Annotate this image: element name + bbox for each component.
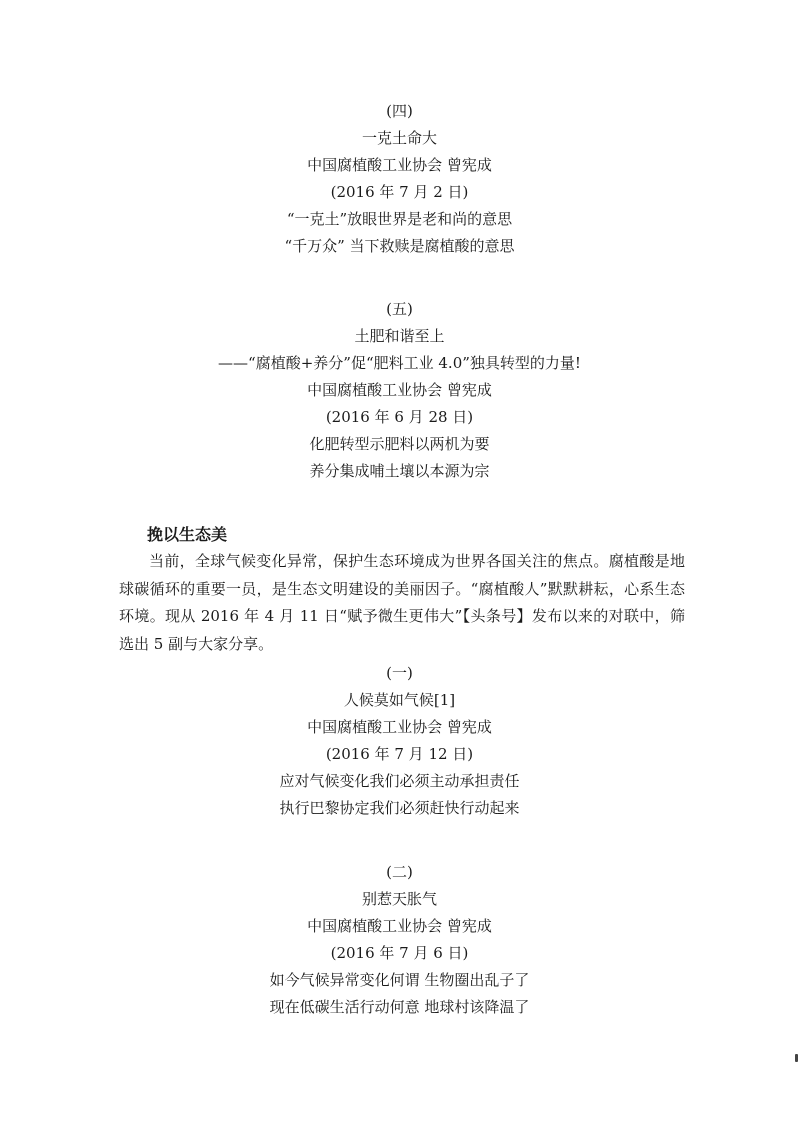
couplet-title: 一克土命大 [361,129,437,147]
couplet-line-upper: 应对气候变化我们必须主动承担责任 [279,772,520,790]
page-edge-mark [795,1054,798,1062]
couplet-block-2 [0,859,799,1021]
couplet-author: 中国腐植酸工业协会 曾宪成 [307,718,492,736]
couplet-line-upper: “一克土”放眼世界是老和尚的意思 [286,210,513,228]
couplet-line-lower: 现在低碳生活行动何意 地球村该降温了 [269,998,530,1016]
couplet-title: 土肥和谐至上 [354,327,445,345]
couplet-number: (五) [386,300,413,318]
couplet-subtitle: ——“腐植酸+养分”促“肥料工业 4.0”独具转型的力量! [218,354,581,372]
couplet-author: 中国腐植酸工业协会 曾宪成 [307,156,492,174]
couplet-line-lower: “千万众” 当下救赎是腐植酸的意思 [284,237,515,255]
couplet-number: (二) [386,863,413,881]
couplet-line-lower: 执行巴黎协定我们必须赶快行动起来 [279,799,520,817]
couplet-number: (一) [386,664,413,682]
couplet-line-upper: 如今气候异常变化何谓 生物圈出乱子了 [269,971,530,989]
couplet-title: 人候莫如气候[1] [343,691,456,709]
couplet-author: 中国腐植酸工业协会 曾宪成 [307,917,492,935]
couplet-date: (2016 年 7 月 12 日) [325,745,474,763]
couplet-title: 别惹天胀气 [361,890,437,908]
couplet-block-1 [0,660,799,822]
couplet-date: (2016 年 7 月 6 日) [330,944,469,962]
couplet-author: 中国腐植酸工业协会 曾宪成 [307,381,492,399]
couplet-block-4 [0,98,799,260]
section-heading: 挽以生态美 [147,525,228,544]
couplet-block-5 [0,296,799,485]
couplet-line-lower: 养分集成哺土壤以本源为宗 [309,462,490,480]
couplet-date: (2016 年 7 月 2 日) [330,183,469,201]
couplet-number: (四) [386,102,413,120]
section-paragraph: 当前，全球气候变化异常，保护生态环境成为世界各国关注的焦点。腐植酸是地球碳循环的重要一员，是生态文明建设的美丽因子。“腐植酸人”默默耕耘，心系生态环境。现从 2016 年 4 月 11 日“赋予微生更伟大”【头条号】发布以来的对联中，筛选出 5 副与大家分享。 [119,552,685,653]
couplet-date: (2016 年 6 月 28 日) [325,408,474,426]
couplet-line-upper: 化肥转型示肥料以两机为要 [309,435,490,453]
